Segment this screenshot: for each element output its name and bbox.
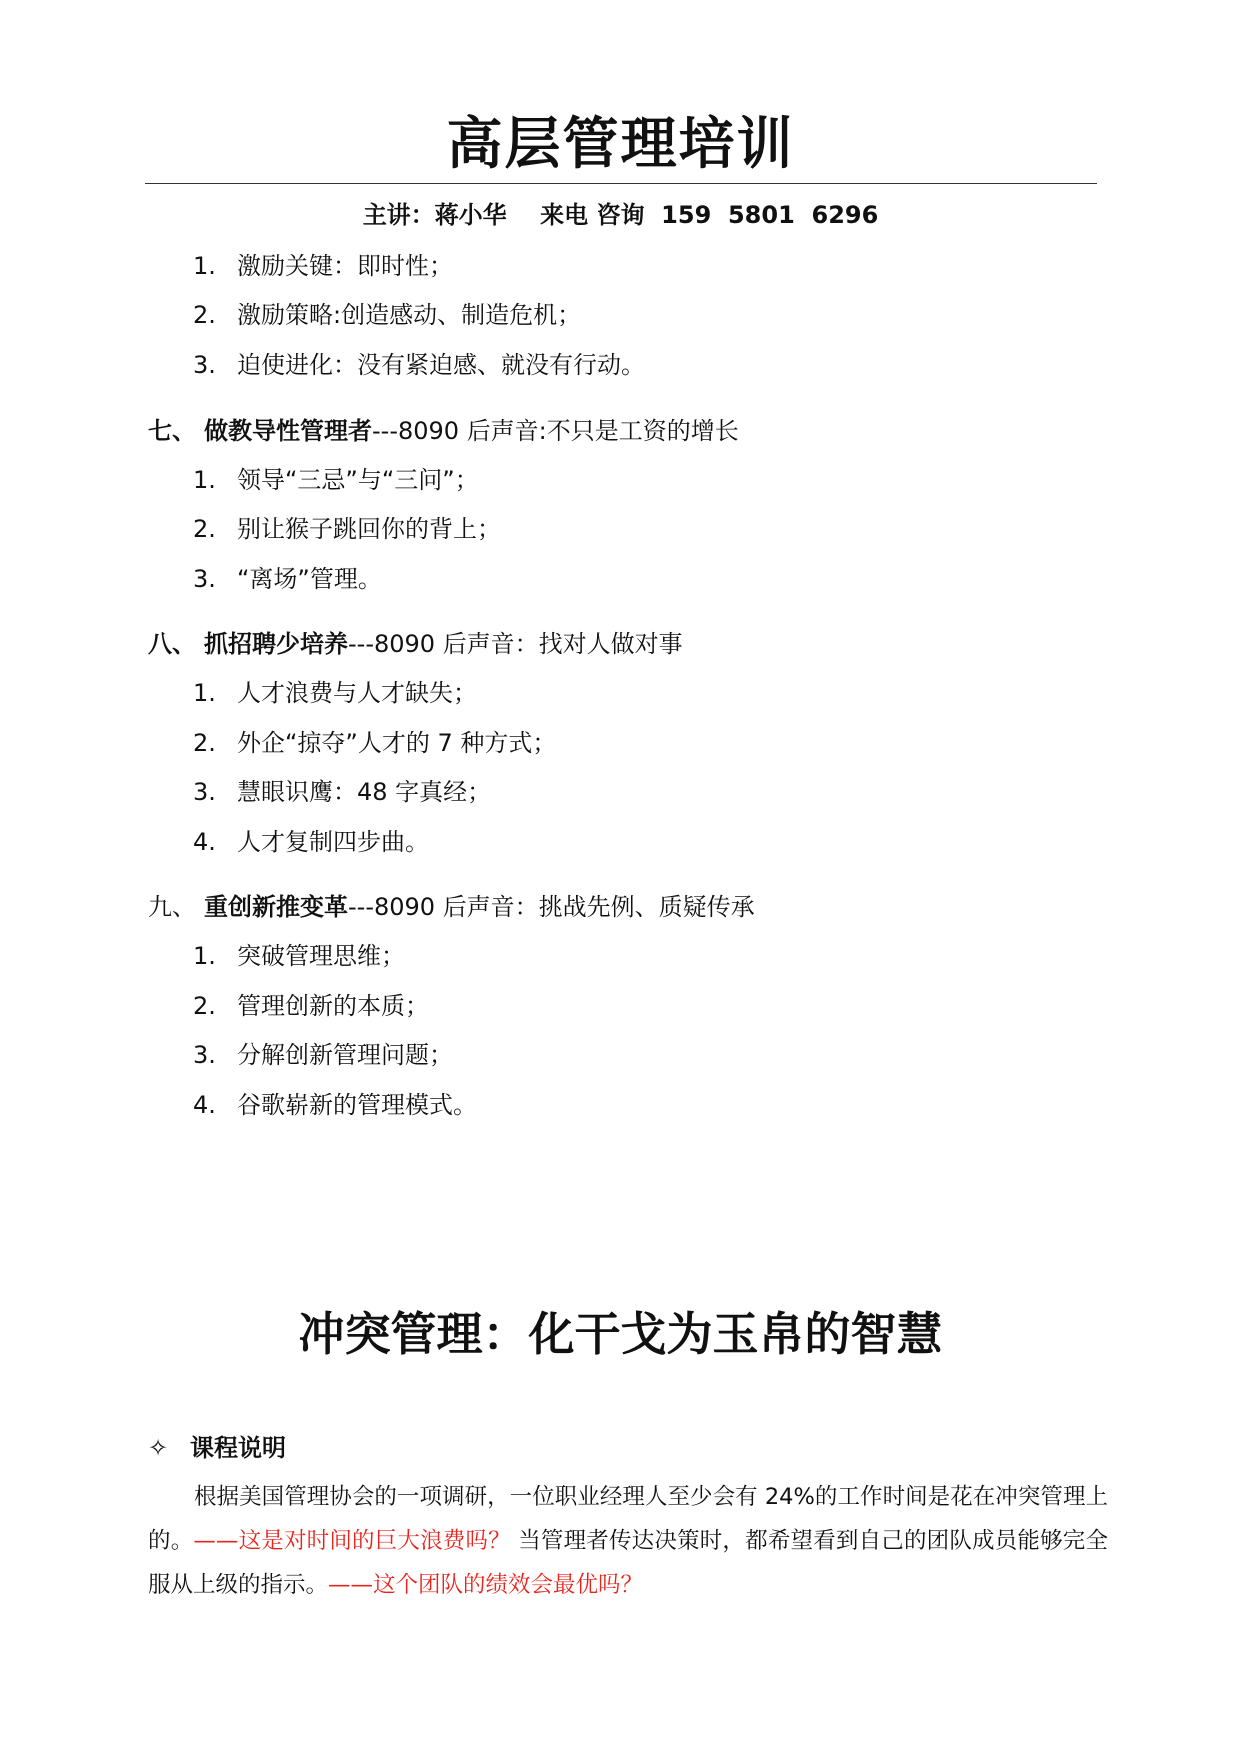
item-text: 外企“掠夺”人才的 7 种方式； — [237, 729, 557, 757]
list-item — [193, 295, 581, 330]
diamond-sparkle-icon: ✧ — [148, 1434, 169, 1462]
item-number: 4. — [193, 1091, 216, 1119]
list-item — [193, 246, 453, 281]
item-text: 谷歌崭新的管理模式。 — [237, 1091, 477, 1119]
item-number: 3. — [193, 351, 216, 379]
list-item — [193, 936, 405, 971]
course-description-paragraph — [148, 1475, 1108, 1607]
title-divider — [145, 183, 1097, 184]
course-title: 冲突管理：化干戈为玉帛的智慧 — [298, 1307, 943, 1361]
item-text: 别让猴子跳回你的背上； — [237, 515, 501, 543]
item-text: 慧眼识鹰：48 字真经； — [237, 778, 492, 806]
item-number: 4. — [193, 828, 216, 856]
item-number: 1. — [193, 942, 216, 970]
list-item — [193, 460, 479, 495]
item-text: “离场”管理。 — [237, 565, 382, 593]
section-title: 做教导性管理者 — [204, 417, 372, 445]
list-item — [193, 345, 645, 380]
list-item — [193, 1035, 453, 1070]
para-text: 当管理者传达决策时，都希望看到自己的团队成员能够完全服从上级的指示。 — [148, 1528, 1108, 1598]
item-text: 激励关键：即时性； — [237, 252, 453, 280]
list-item — [193, 509, 501, 544]
list-item — [193, 673, 477, 708]
section-suffix: ---8090 后声音：找对人做对事 — [348, 630, 683, 658]
lecturer-contact: 主讲：蒋小华 来电 咨询 159 5801 6296 — [362, 201, 879, 229]
section-suffix: ---8090 后声音:不只是工资的增长 — [372, 417, 739, 445]
para-question: ——这是对时间的巨大浪费吗？ — [193, 1528, 511, 1554]
item-number: 2. — [193, 729, 216, 757]
item-number: 2. — [193, 992, 216, 1020]
item-text: 突破管理思维； — [237, 942, 405, 970]
item-number: 2. — [193, 515, 216, 543]
section-title: 抓招聘少培养 — [204, 630, 348, 658]
para-text: 根据美国管理协会的一项调研，一位职业经理人至少会有 24%的工作时间是花在冲突管理上的。 — [148, 1484, 1108, 1554]
list-item — [193, 986, 429, 1021]
item-text: 迫使进化：没有紧迫感、就没有行动。 — [237, 351, 645, 379]
course-heading-label: 课程说明 — [190, 1434, 286, 1462]
list-item — [193, 723, 556, 758]
item-number: 3. — [193, 565, 216, 593]
item-number: 3. — [193, 1041, 216, 1069]
item-text: 分解创新管理问题； — [237, 1041, 453, 1069]
list-item — [193, 559, 382, 594]
item-number: 1. — [193, 252, 216, 280]
course-description-heading — [148, 1428, 286, 1463]
item-text: 领导“三忌”与“三问”； — [237, 466, 479, 494]
item-number: 2. — [193, 301, 216, 329]
section-title: 重创新推变革 — [204, 893, 348, 921]
item-number: 3. — [193, 778, 216, 806]
document-title: 高层管理培训 — [446, 112, 795, 177]
section-heading — [148, 411, 739, 446]
para-question: ——这个团队的绩效会最优吗？ — [328, 1572, 644, 1598]
section-number: 八、 — [148, 630, 196, 658]
item-text: 人才复制四步曲。 — [237, 828, 429, 856]
list-item — [193, 772, 491, 807]
section-heading — [148, 624, 683, 659]
item-text: 激励策略:创造感动、制造危机； — [237, 301, 582, 329]
section-suffix: ---8090 后声音：挑战先例、质疑传承 — [348, 893, 755, 921]
list-item — [193, 822, 429, 857]
section-number: 七、 — [148, 417, 196, 445]
item-text: 人才浪费与人才缺失； — [237, 679, 477, 707]
item-number: 1. — [193, 679, 216, 707]
list-item — [193, 1085, 477, 1120]
section-heading — [148, 887, 755, 922]
section-number: 九、 — [148, 893, 196, 921]
item-number: 1. — [193, 466, 216, 494]
item-text: 管理创新的本质； — [237, 992, 429, 1020]
